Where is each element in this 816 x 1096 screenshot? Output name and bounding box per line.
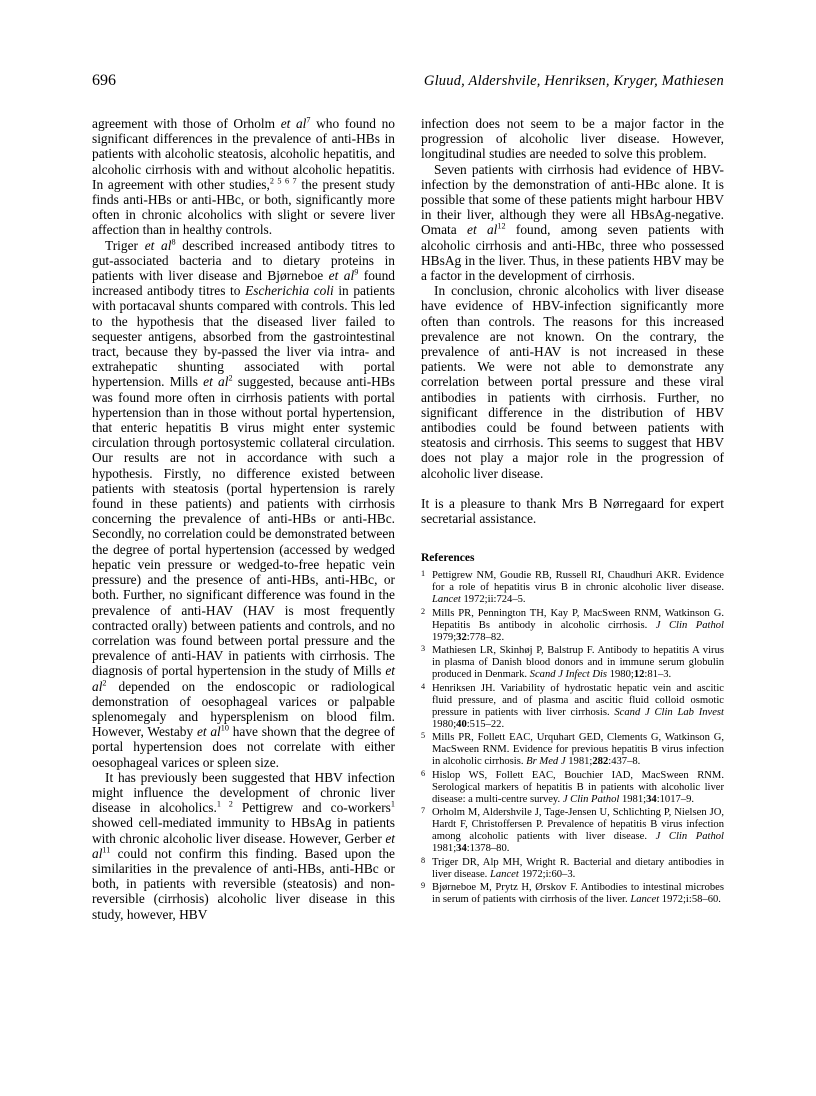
two-column-body — [92, 116, 724, 922]
reference-item — [421, 732, 724, 768]
reference-number: 3 — [421, 644, 426, 654]
reference-text: Pettigrew NM, Goudie RB, Russell RI, Chaudhuri AKR. Evidence for a role of hepatitis virus B in chronic alcoholic liver disease. Lancet 1972;ii:724–5. — [432, 570, 724, 606]
reference-number: 6 — [421, 768, 426, 778]
page-header — [92, 72, 724, 90]
paragraph: Triger et $al^8$ described increased antibody titres to gut-associated bacteria and to dietary proteins in patients with liver disease and Bjørneboe et $al^9$ found increased antibody titres to Escherichia coli in patients with portacaval shunts compared with controls. This led to the hypothesis that the diseased liver failed to sequester antigens, absorbed from the gastrointestinal tract, because they by-passed the liver via intra- and extrahepatic shunting associated with portal hypertension. Mills et $al^2$ suggested, because anti-HBs was found more often in cirrhosis patients with portal hypertension than in those without portal hypertension, that enteric hepatitis B virus might enter systemic circulation through portosystemic collateral circulation. Our results are not in accordance with such a hypothesis. Firstly, no difference existed between patients with steatosis (portal hypertension is rarely found in these patients) and patients with cirrhosis concerning the prevalence of anti-HBs or anti-HBc. Secondly, no correlation could be demonstrated between the degree of portal hypertension (accessed by wedged hepatic vein pressure or wedged-to-free hepatic vein pressure) and the presence of anti-HBs, anti-HBc, or both. Further, no significant difference was found in the prevalence of anti-HAV (HAV is most frequently contracted orally) between patients and controls, and no correlation was found between portal pressure and the prevalence of anti-HAV in patients with cirrhosis. The diagnosis of portal hypertension in the study of Mills et $al^2$ depended on the endoscopic or radiological demonstration of oesophageal varices or palpable splenomegaly and hypersplenism on blood film. However, Westaby et $al^{10}$ have shown that the degree of portal hypertension does not correlate with either oesophageal varices or spleen size. — [92, 237, 396, 770]
reference-item — [421, 857, 724, 881]
right-column — [421, 116, 724, 908]
paragraph: infection does not seem to be a major factor in the progression of alcoholic liver disease. However, longitudinal studies are needed to solve this problem. — [421, 116, 724, 162]
page-number: 696 — [92, 72, 116, 89]
paragraph: agreement with those of Orholm et $al^7$ who found no significant differences in the prevalence of anti-HBs in patients with alcoholic steatosis, alcoholic hepatitis, and alcoholic cirrhosis with and without alcoholic hepatitis. In agreement with other studies,$^{2 5 6 7}$ the present study finds anti-HBs or anti-HBc, or both, significantly more often in chronic alcoholics with slight or severe liver affection than in healthy controls. — [92, 115, 395, 238]
reference-item — [421, 683, 724, 731]
left-column — [92, 116, 395, 922]
reference-number: 4 — [421, 681, 426, 691]
reference-list — [421, 570, 724, 906]
reference-number: 8 — [421, 855, 426, 865]
reference-text: Henriksen JH. Variability of hydrostatic hepatic vein and ascitic fluid pressure, and of plasma and ascitic fluid colloid osmotic pressure in patients with liver cirrhosis. Scand J Clin Lab Invest 1980;40:515–22. — [432, 682, 724, 730]
reference-item — [421, 807, 724, 855]
running-head: Gluud, Aldershvile, Henriksen, Kryger, Mathiesen — [423, 73, 724, 89]
reference-item — [421, 570, 724, 606]
references-heading: References — [421, 552, 475, 565]
reference-text: Orholm M, Aldershvile J, Tage-Jensen U, Schlichting P, Nielsen JO, Hardt F, Christoffersen P. Prevalence of hepatitis B virus infection among alcoholic patients with liver disease. J Clin Pathol 1981;34:1378–80. — [432, 807, 724, 855]
reference-item — [421, 882, 724, 906]
reference-item — [421, 770, 724, 806]
paragraph: It has previously been suggested that HBV infection might influence the development of chronic liver disease in alcoholics.$^{1 2}$ Pettigrew and co-workers$^1$ showed cell-mediated immunity to HBsAg in patients with chronic alcoholic liver disease. However, Gerber et $al^{11}$ could not confirm this finding. Based upon the similarities in the prevalence of anti-HBs, anti-HBc or both, in patients with reversible (steatosis) and non-reversible (cirrhosis) alcoholic liver disease in this study, however, HBV — [92, 769, 395, 922]
reference-number: 1 — [421, 569, 426, 579]
reference-number: 7 — [421, 806, 426, 816]
reference-text: Hislop WS, Follett EAC, Bouchier IAD, MacSween RNM. Serological markers of hepatitis B in patients with alcoholic liver disease: a multi-centre survey. J Clin Pathol 1981;34:1017–9. — [432, 769, 724, 805]
reference-text: Mills PR, Pennington TH, Kay P, MacSween RNM, Watkinson G. Hepatitis Bs antibody in alcoholic cirrhosis. J Clin Pathol 1979;32:778–82. — [432, 607, 725, 643]
reference-item — [421, 645, 724, 681]
reference-text: Mills PR, Follett EAC, Urquhart GED, Clements G, Watkinson G, MacSween RNM. Evidence for previous hepatitis B virus infection in alcoholic cirrhosis. Br Med J 1981;282:437–8. — [432, 732, 724, 768]
reference-number: 9 — [421, 881, 426, 891]
reference-item — [421, 608, 724, 644]
reference-number: 2 — [421, 606, 426, 616]
reference-text: Mathiesen LR, Skinhøj P, Balstrup F. Antibody to hepatitis A virus in plasma of Danish blood donors and in immune serum globulin produced in Denmark. Scand J Infect Dis 1980;12:81–3. — [432, 645, 724, 681]
paragraph: In conclusion, chronic alcoholics with liver disease have evidence of HBV-infection significantly more often than controls. The reasons for this increased prevalence are not known. On the contrary, the prevalence of anti-HAV is not increased in these patients. We were not able to demonstrate any correlation between portal pressure and these viral antibodies in patients with cirrhosis. Further, no significant difference in the distribution of HBV antibodies could be found between patients with steatosis and cirrhosis. This seems to suggest that HBV does not play a major role in the progression of alcoholic liver disease. — [421, 283, 724, 481]
reference-text: Bjørneboe M, Prytz H, Ørskov F. Antibodies to intestinal microbes in serum of patients with cirrhosis of the liver. Lancet 1972;i:58–60. — [432, 882, 724, 906]
paragraph: Seven patients with cirrhosis had evidence of HBV-infection by the demonstration of anti-HBc alone. It is possible that some of these patients might harbour HBV in their liver, although they were all HBsAg-negative. Omata et $al^{12}$ found, among seven patients with alcoholic cirrhosis and anti-HBc, three who possessed HBsAg in the liver. Thus, in these patients HBV may be a factor in the development of cirrhosis. — [421, 161, 724, 284]
acknowledgement: It is a pleasure to thank Mrs B Nørregaard for expert secretarial assistance. — [421, 495, 724, 527]
reference-number: 5 — [421, 731, 426, 741]
reference-text: Triger DR, Alp MH, Wright R. Bacterial and dietary antibodies in liver disease. Lancet 1972;i:60–3. — [432, 856, 724, 880]
